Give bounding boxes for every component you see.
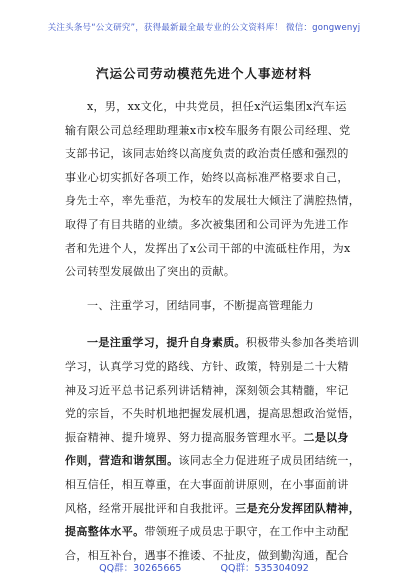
line-text: 带领班子成员忠于职守，在工作中主动配 [144, 525, 349, 539]
line-text: 振奋精神、提升境界、努力提高服务管理水平。 [65, 430, 304, 444]
text-line [65, 449, 361, 473]
document-body [65, 95, 361, 567]
qq-group-2: QQ群：535304092 [220, 563, 309, 574]
text-line [65, 520, 353, 544]
paragraph-intro [65, 95, 361, 284]
text-line: x，男，xx文化，中共党员，担任x汽运集团x汽车运 [87, 100, 347, 113]
text-line [65, 497, 361, 521]
text-line: 取得了有目共睹的业绩。多次被集团和公司评为先进工作 [65, 217, 349, 231]
bold-lead: 提高整体水平。 [65, 525, 145, 539]
text-line: 者和先进个人，发挥出了x公司干部的中流砥柱作用，为x [65, 241, 351, 255]
text-line [65, 379, 353, 403]
section-heading: 一、注重学习，团结同事，不断提高管理能力 [87, 298, 314, 312]
bold-lead: 一是注重学习，提升自身素质。 [87, 336, 246, 350]
bold-lead: 三是充分发挥团队精神， [235, 501, 361, 515]
line-text: 学习，认真学习党的路线、方针、政策，特别是二十大精 [65, 359, 349, 373]
text-line [65, 331, 360, 355]
line-text: 积极带头参加各类培训 [245, 336, 360, 350]
line-text: 该同志全力促进班子成员团结统一， [178, 454, 361, 468]
document-title: 汽运公司劳动模范先进个人事迹材料 [95, 66, 312, 81]
text-line: 支部书记，该同志始终以高度负责的政治责任感和强烈的 [65, 147, 349, 161]
bold-lead: 作则，营造和谐氛围。 [65, 454, 179, 468]
text-line [65, 355, 353, 379]
text-line: 公司转型发展做出了突出的贡献。 [65, 265, 236, 279]
text-line: 事业心切实抓好各项工作，始终以高标准严格要求自己， [65, 170, 349, 184]
line-text: 神及习近平总书记系列讲话精神，深刻领会其精髓，牢记 [65, 383, 349, 397]
text-line: 输有限公司总经理助理兼x市x校车服务有限公司经理、党 [65, 123, 351, 137]
text-line [65, 402, 361, 426]
text-line [65, 473, 353, 497]
line-text: 党的宗旨，不失时机地把握发展机遇，提高思想政治觉悟， [65, 407, 361, 421]
text-line: 身先士卒，率先垂范，为校车的发展壮大倾注了满腔热情， [65, 194, 361, 208]
footer-contacts [0, 560, 408, 574]
qq-group-1: QQ群：30265665 [99, 563, 182, 574]
paragraph-study [65, 331, 361, 567]
bold-lead: 二是以身 [303, 430, 349, 444]
line-text: 合，相互补台，遇事不推诿、不扯皮，做到勤沟通，配合 [65, 548, 349, 562]
line-text: 风格，经常开展批评和自我批评。 [65, 501, 236, 515]
line-text: 相互信任，相互尊重，在大事面前讲原则，在小事面前讲 [65, 477, 349, 491]
text-line [65, 426, 353, 450]
header-watermark: 关注头条号“公文研究”，获得最新最全最专业的公文资料库！ 微信：gongwenyj [47, 23, 361, 33]
